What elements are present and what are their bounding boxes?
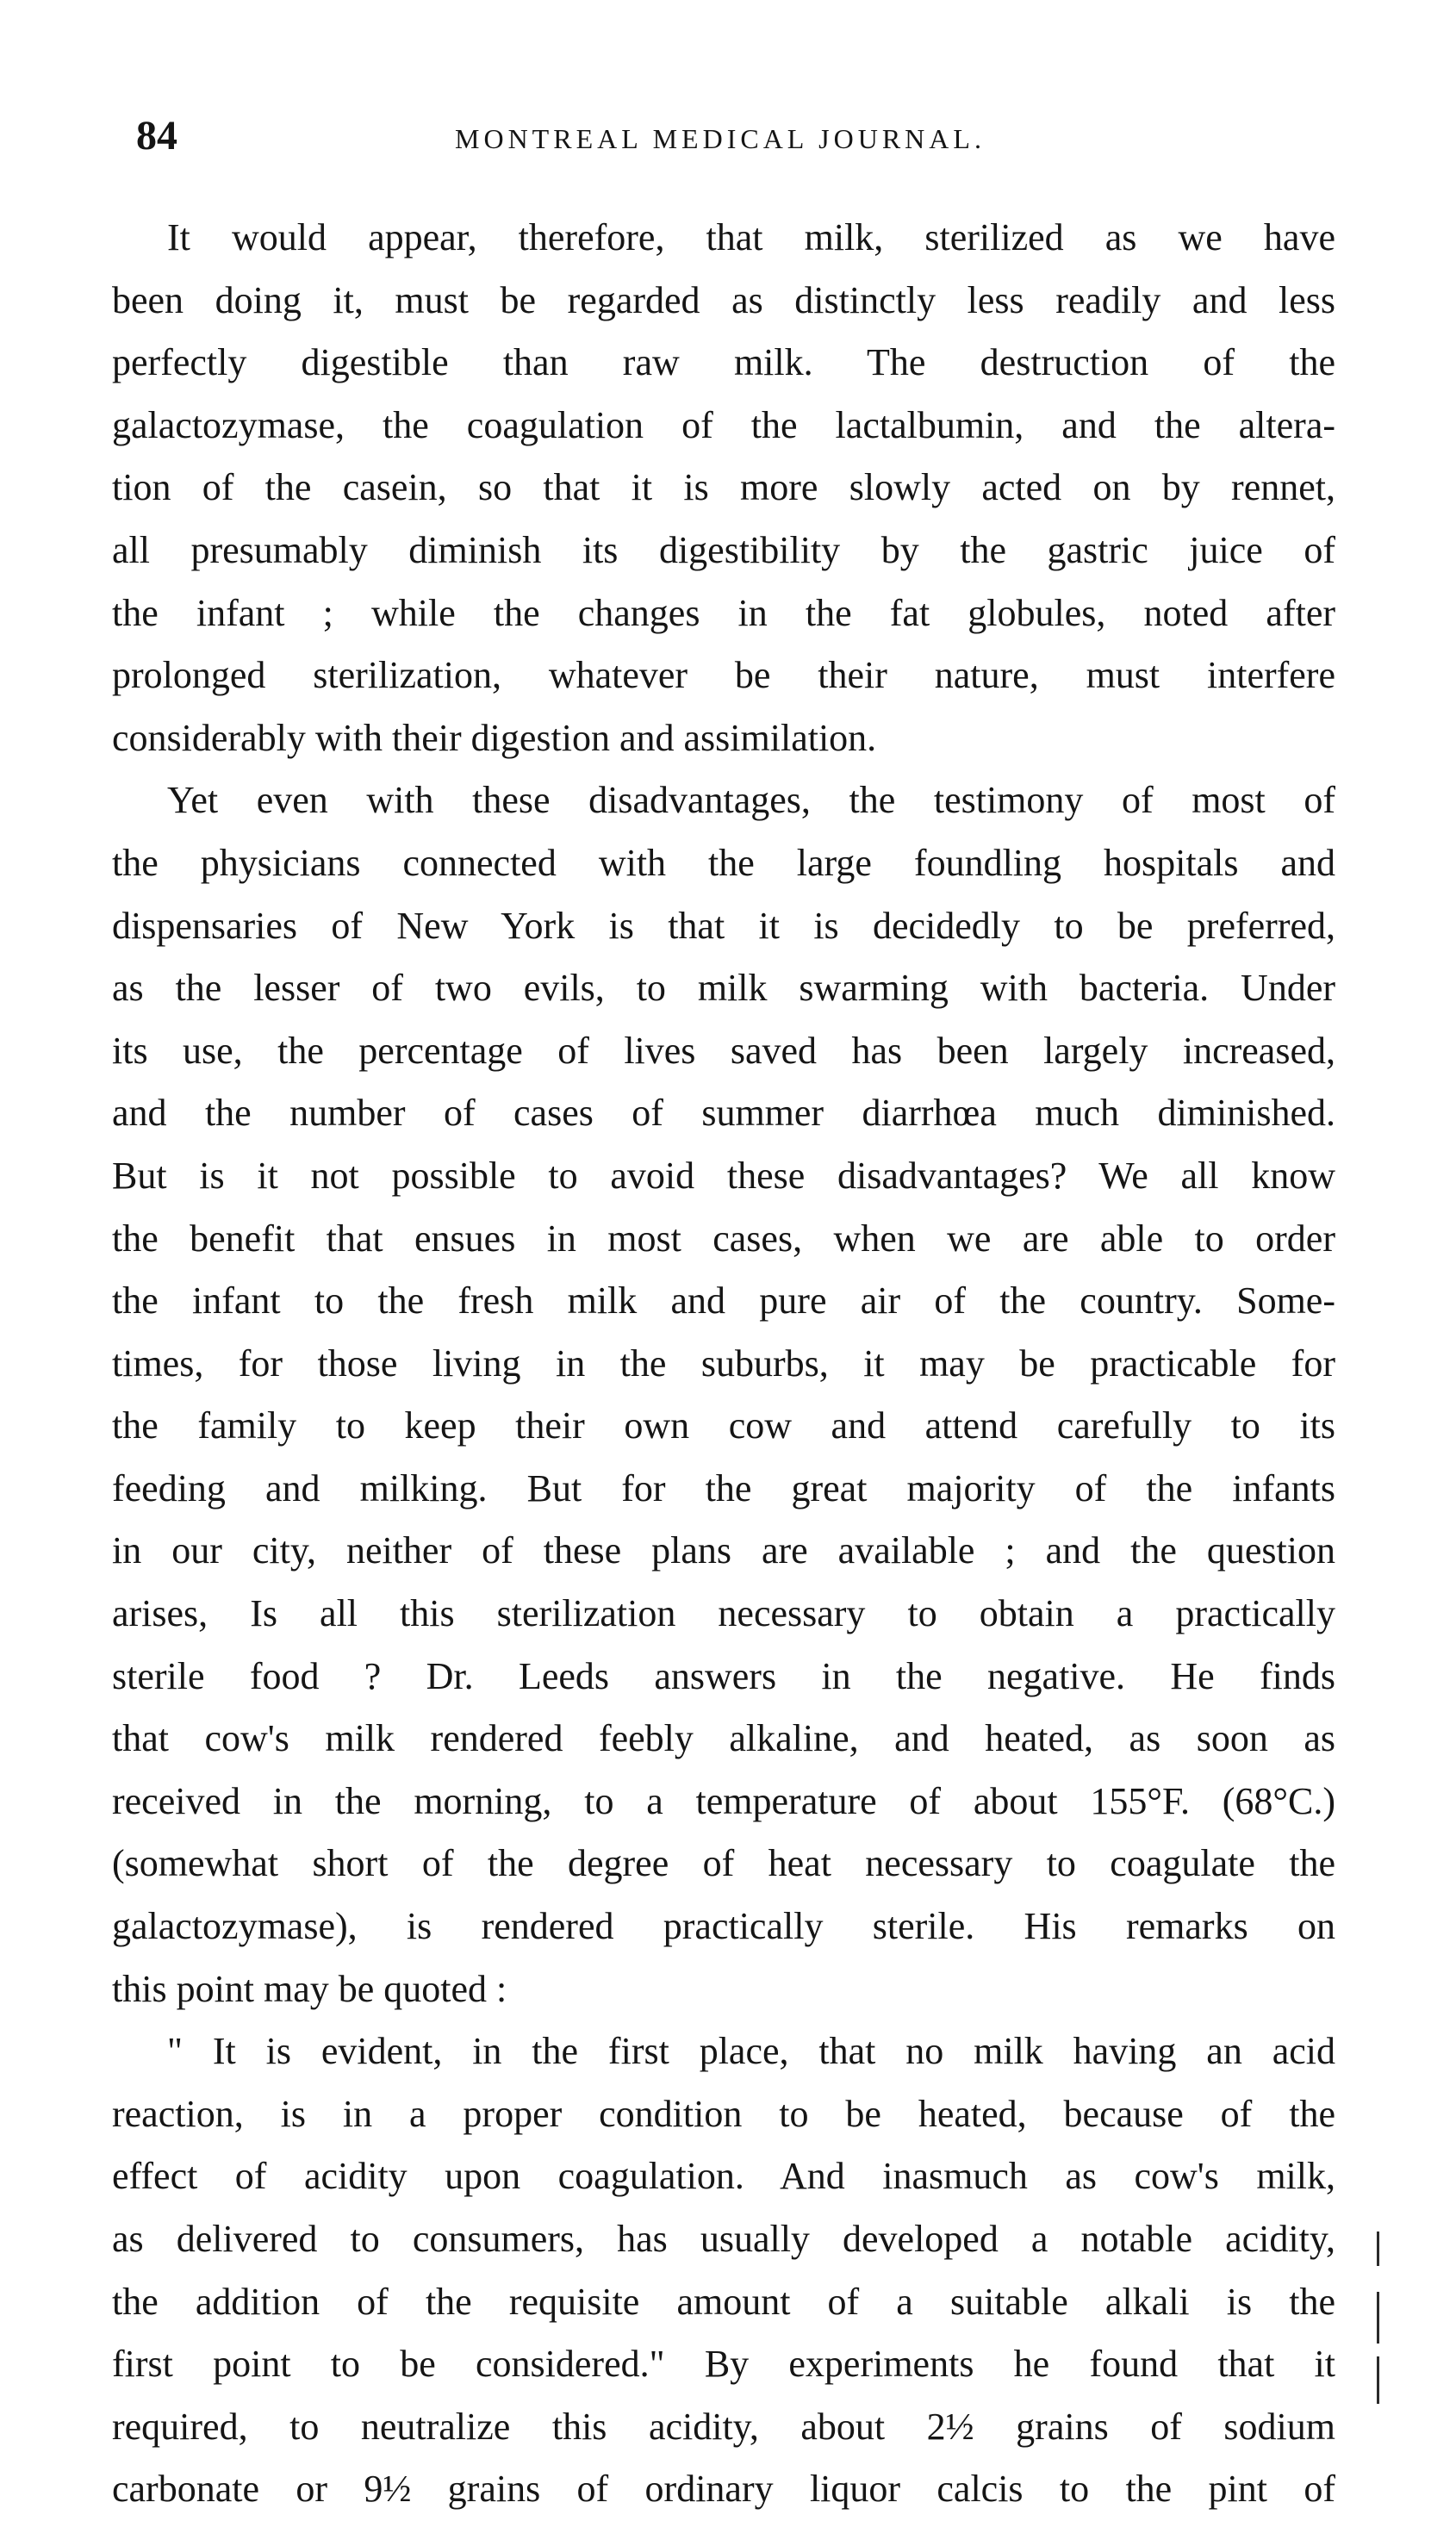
page-number: 84 xyxy=(136,113,177,159)
text-line: But is it not possible to avoid these disadvantages? We all know xyxy=(112,1154,1335,1197)
text-line: the addition of the requisite amount of a suitable alkali is the xyxy=(112,2280,1335,2323)
text-line: prolonged sterilization, whatever be their nature, must interfere xyxy=(112,654,1335,697)
text-line: all presumably diminish its digestibility by the gastric juice of xyxy=(112,528,1335,571)
paragraph-3-quotation xyxy=(112,2020,1335,2521)
text-line: carbonate or 9½ grains of ordinary liquor calcis to the pint of xyxy=(112,2468,1335,2511)
text-line: the benefit that ensues in most cases, when we are able to order xyxy=(112,1217,1335,1260)
text-line: times, for those living in the suburbs, it may be practicable for xyxy=(112,1341,1335,1385)
text-line: the infant to the fresh milk and pure air of the country. Some- xyxy=(112,1279,1335,1323)
text-line: reaction, is in a proper condition to be heated, because of the xyxy=(112,2092,1335,2135)
text-line: sterile food ? Dr. Leeds answers in the negative. He finds xyxy=(112,1654,1335,1697)
margin-binding-mark xyxy=(1377,2232,1379,2266)
text-line: required, to neutralize this acidity, about 2½ grains of sodium xyxy=(112,2405,1335,2448)
text-line: first point to be considered." By experiments he found that it xyxy=(112,2343,1335,2386)
text-line: in our city, neither of these plans are available ; and the question xyxy=(112,1529,1335,1572)
text-line: dispensaries of New York is that it is decidedly to be preferred, xyxy=(112,904,1335,947)
running-header xyxy=(136,110,1360,162)
text-line: effect of acidity upon coagulation. And inasmuch as cow's milk, xyxy=(112,2155,1335,2198)
margin-binding-mark xyxy=(1377,2292,1379,2344)
text-line: and the number of cases of summer diarrhœa much diminished. xyxy=(112,1092,1335,1135)
text-line: perfectly digestible than raw milk. The destruction of the xyxy=(112,341,1335,384)
text-line: It would appear, therefore, that milk, sterilized as we have xyxy=(167,216,1335,258)
text-line: tion of the casein, so that it is more slowly acted on by rennet, xyxy=(112,466,1335,509)
text-line: that cow's milk rendered feebly alkaline, and heated, as soon as xyxy=(112,1717,1335,1760)
text-line: as the lesser of two evils, to milk swarming with bacteria. Under xyxy=(112,967,1335,1010)
text-line: as delivered to consumers, has usually developed a notable acidity, xyxy=(112,2218,1335,2260)
text-line: received in the morning, to a temperature of about 155°F. (68°C.) xyxy=(112,1779,1335,1822)
text-line: Yet even with these disadvantages, the testimony of most of xyxy=(167,779,1335,822)
text-line: (somewhat short of the degree of heat necessary to coagulate the xyxy=(112,1842,1335,1885)
text-line: considerably with their digestion and assimilation. xyxy=(112,716,877,759)
text-line: the family to keep their own cow and attend carefully to its xyxy=(112,1404,1335,1447)
text-line: its use, the percentage of lives saved has been largely increased, xyxy=(112,1029,1335,1072)
paragraph-2 xyxy=(112,769,1335,2020)
text-line: galactozymase, the coagulation of the lactalbumin, and the altera- xyxy=(112,403,1335,446)
text-line: " It is evident, in the first place, that no milk having an acid xyxy=(167,2030,1335,2073)
text-line: feeding and milking. But for the great majority of the infants xyxy=(112,1466,1335,1509)
journal-title: MONTREAL MEDICAL JOURNAL. xyxy=(455,123,986,154)
paragraph-1 xyxy=(112,207,1335,769)
text-line: galactozymase), is rendered practically sterile. His remarks on xyxy=(112,1905,1335,1948)
body-text xyxy=(112,207,1335,2521)
text-line: arises, Is all this sterilization necessary to obtain a practically xyxy=(112,1592,1335,1635)
text-line: been doing it, must be regarded as distinctly less readily and less xyxy=(112,278,1335,321)
margin-binding-mark xyxy=(1377,2356,1379,2404)
text-line: the physicians connected with the large foundling hospitals and xyxy=(112,841,1335,884)
text-line: the infant ; while the changes in the fat globules, noted after xyxy=(112,591,1335,634)
text-line: this point may be quoted : xyxy=(112,1967,507,2010)
